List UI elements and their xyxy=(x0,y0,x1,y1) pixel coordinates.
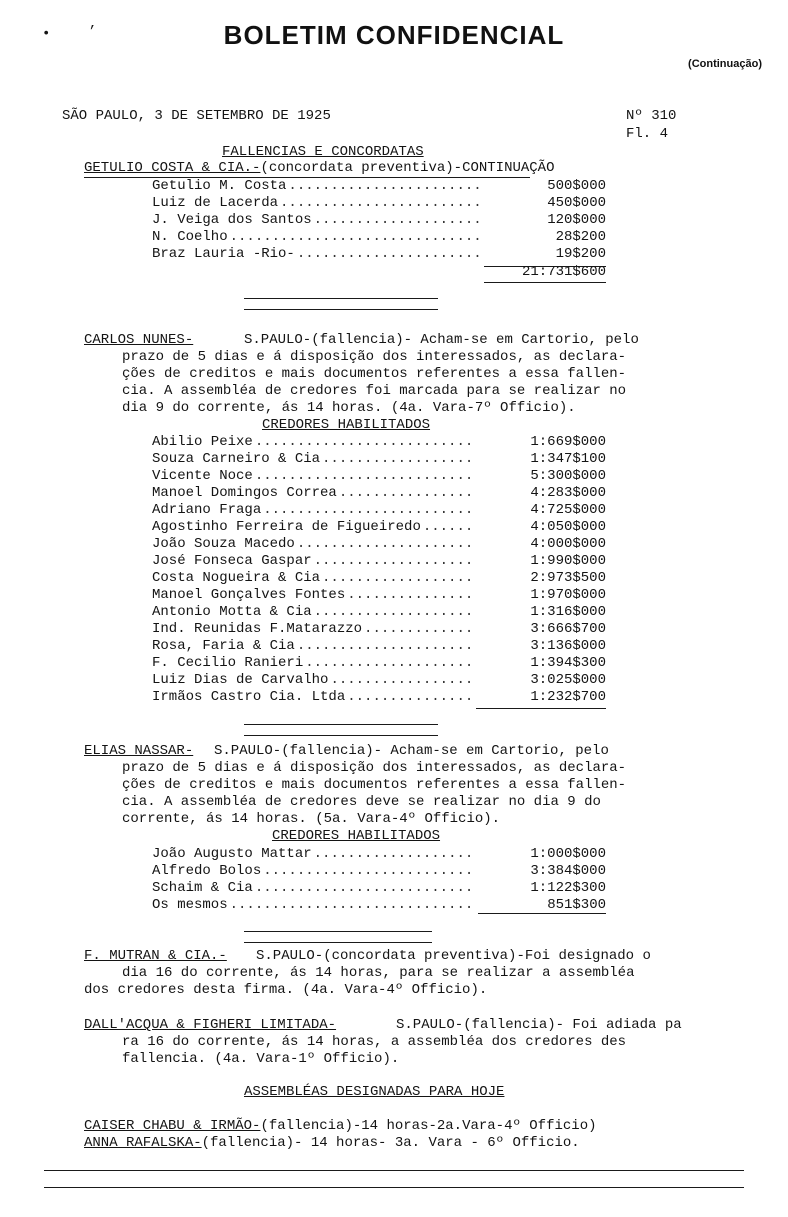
carlos-creditor-name: José Fonseca Gaspar xyxy=(152,553,312,569)
carlos-creditor-amount: 3:136$000 xyxy=(530,638,606,654)
getulio-leader-dots: ........................ xyxy=(280,195,482,211)
carlos-creditor-amount: 4:050$000 xyxy=(530,519,606,535)
elias-text-line: corrente, ás 14 horas. (5a. Vara-4º Officio). xyxy=(122,811,501,827)
carlos-creditor-amount: 1:232$700 xyxy=(530,689,606,705)
carlos-creditor-amount: 1:394$300 xyxy=(530,655,606,671)
getulio-creditor-amount: 120$000 xyxy=(547,212,606,228)
elias-leader-dots: ................... xyxy=(313,846,474,862)
carlos-creditor-name: Ind. Reunidas F.Matarazzo xyxy=(152,621,363,637)
carlos-creditor-name: F. Cecilio Ranieri xyxy=(152,655,304,671)
carlos-text-line: cia. A assembléa de credores foi marcada para se realizar no xyxy=(122,383,627,399)
carlos-leader-dots: ............. xyxy=(364,621,474,637)
getulio-total: 21:731$600 xyxy=(521,264,606,280)
today-item: CAISER CHABU & IRMÃO-(fallencia)-14 horas-2a.Vara-4º Officio) xyxy=(84,1118,597,1134)
footer-rule xyxy=(44,1187,744,1188)
getulio-creditor-name: Luiz de Lacerda xyxy=(152,195,279,211)
separator xyxy=(244,724,438,725)
getulio-total-underline xyxy=(484,282,606,283)
elias-leader-dots: ............................. xyxy=(229,897,474,913)
stray-mark: • xyxy=(42,26,51,42)
getulio-leader-dots: ...................... xyxy=(296,246,482,262)
elias-creditor-name: Schaim & Cia xyxy=(152,880,253,896)
carlos-creditor-amount: 3:666$700 xyxy=(530,621,606,637)
carlos-text-line: dia 9 do corrente, ás 14 horas. (4a. Vara-7º Officio). xyxy=(122,400,576,416)
carlos-creditor-name: Antonio Motta & Cia xyxy=(152,604,312,620)
section-heading: FALLENCIAS E CONCORDATAS xyxy=(222,144,424,160)
elias-creditor-name: Alfredo Bolos xyxy=(152,863,262,879)
carlos-leader-dots: ................. xyxy=(330,672,474,688)
stray-mark: ’ xyxy=(88,24,97,40)
carlos-creditor-amount: 4:283$000 xyxy=(530,485,606,501)
elias-text-line: ções de creditos e mais documentos referentes a essa fallen- xyxy=(122,777,627,793)
mutran-text-line: S.PAULO-(concordata preventiva)-Foi designado o xyxy=(256,948,651,964)
carlos-text-line: S.PAULO-(fallencia)- Acham-se em Cartorio, pelo xyxy=(244,332,639,348)
dallacqua-text-line: S.PAULO-(fallencia)- Foi adiada pa xyxy=(396,1017,682,1033)
carlos-leader-dots: ................ xyxy=(338,485,474,501)
carlos-leader-dots: ................... xyxy=(313,553,474,569)
carlos-creditor-name: Luiz Dias de Carvalho xyxy=(152,672,329,688)
getulio-creditor-name: Braz Lauria -Rio- xyxy=(152,246,295,262)
elias-creditor-amount: 1:000$000 xyxy=(530,846,606,862)
carlos-text-line: prazo de 5 dias e á disposição dos interessados, as declara- xyxy=(122,349,627,365)
page-title: BOLETIM CONFIDENCIAL xyxy=(223,20,565,50)
carlos-leader-dots: ..................... xyxy=(296,638,474,654)
carlos-creditor-name: Abilio Peixe xyxy=(152,434,253,450)
getulio-creditor-amount: 19$200 xyxy=(555,246,606,262)
elias-leader-dots: .......................... xyxy=(254,880,474,896)
carlos-leader-dots: ......................... xyxy=(263,502,474,518)
separator xyxy=(244,931,432,932)
elias-text-line: cia. A assembléa de credores deve se realizar no dia 9 do xyxy=(122,794,601,810)
sheet-number: Fl. 4 xyxy=(626,126,669,142)
elias-text-line: prazo de 5 dias e á disposição dos interessados, as declara- xyxy=(122,760,627,776)
carlos-creditor-amount: 2:973$500 xyxy=(530,570,606,586)
separator xyxy=(244,298,438,299)
carlos-creditor-amount: 1:990$000 xyxy=(530,553,606,569)
getulio-leader-dots: ....................... xyxy=(288,178,482,194)
dateline: SÃO PAULO, 3 DE SETEMBRO DE 1925 xyxy=(62,108,331,124)
elias-creditor-amount: 1:122$300 xyxy=(530,880,606,896)
elias-last-row-underline xyxy=(478,913,606,914)
dallacqua-text-line: ra 16 do corrente, ás 14 horas, a assembléa dos credores des xyxy=(122,1034,627,1050)
carlos-creditor-amount: 3:025$000 xyxy=(530,672,606,688)
carlos-leader-dots: ...... xyxy=(422,519,474,535)
carlos-creditor-name: Rosa, Faria & Cia xyxy=(152,638,295,654)
carlos-leader-dots: .................. xyxy=(322,451,474,467)
carlos-leader-dots: .................... xyxy=(305,655,474,671)
carlos-last-row-underline xyxy=(476,708,606,709)
mutran-text-line: dia 16 do corrente, ás 14 horas, para se realizar a assembléa xyxy=(122,965,635,981)
dallacqua-text-line: fallencia. (4a. Vara-1º Officio). xyxy=(122,1051,400,1067)
getulio-heading: GETULIO COSTA & CIA.-(concordata preventiva)-CONTINUAÇÃO xyxy=(84,160,555,176)
bulletin-number: Nº 310 xyxy=(626,108,677,124)
carlos-creditor-amount: 1:347$100 xyxy=(530,451,606,467)
elias-leader-dots: ......................... xyxy=(263,863,474,879)
separator xyxy=(244,309,438,310)
carlos-creditor-amount: 4:000$000 xyxy=(530,536,606,552)
carlos-title: CARLOS NUNES- xyxy=(84,332,194,348)
getulio-leader-dots: .............................. xyxy=(229,229,482,245)
carlos-creditor-name: Vicente Noce xyxy=(152,468,253,484)
today-heading: ASSEMBLÉAS DESIGNADAS PARA HOJE xyxy=(244,1084,505,1100)
carlos-creditor-name: Manoel Gonçalves Fontes xyxy=(152,587,346,603)
getulio-creditor-amount: 28$200 xyxy=(555,229,606,245)
elias-creditor-name: João Augusto Mattar xyxy=(152,846,312,862)
carlos-text-line: ções de creditos e mais documentos referentes a essa fallen- xyxy=(122,366,627,382)
carlos-creditor-name: Agostinho Ferreira de Figueiredo xyxy=(152,519,421,535)
elias-creditor-amount: 851$300 xyxy=(547,897,606,913)
carlos-creditor-name: Souza Carneiro & Cia xyxy=(152,451,321,467)
dallacqua-title: DALL'ACQUA & FIGHERI LIMITADA- xyxy=(84,1017,337,1033)
elias-text-line: S.PAULO-(fallencia)- Acham-se em Cartorio, pelo xyxy=(214,743,609,759)
carlos-leader-dots: .......................... xyxy=(254,434,474,450)
footer-rule xyxy=(44,1170,744,1171)
carlos-leader-dots: ..................... xyxy=(296,536,474,552)
carlos-creditor-name: Adriano Fraga xyxy=(152,502,262,518)
getulio-creditor-name: Getulio M. Costa xyxy=(152,178,287,194)
elias-creditor-name: Os mesmos xyxy=(152,897,228,913)
carlos-leader-dots: ............... xyxy=(347,689,474,705)
elias-creditor-amount: 3:384$000 xyxy=(530,863,606,879)
continuation-label: (Continuação) xyxy=(688,58,762,70)
carlos-creditor-amount: 5:300$000 xyxy=(530,468,606,484)
carlos-leader-dots: .................. xyxy=(322,570,474,586)
mutran-text-line: dos credores desta firma. (4a. Vara-4º Officio). xyxy=(84,982,488,998)
separator xyxy=(244,942,432,943)
carlos-creditor-amount: 4:725$000 xyxy=(530,502,606,518)
elias-creditors-heading: CREDORES HABILITADOS xyxy=(272,828,441,844)
getulio-leader-dots: .................... xyxy=(313,212,482,228)
getulio-creditor-amount: 500$000 xyxy=(547,178,606,194)
carlos-leader-dots: ................... xyxy=(313,604,474,620)
elias-title: ELIAS NASSAR- xyxy=(84,743,194,759)
carlos-creditor-name: Manoel Domingos Correa xyxy=(152,485,337,501)
carlos-leader-dots: .......................... xyxy=(254,468,474,484)
carlos-creditor-amount: 1:316$000 xyxy=(530,604,606,620)
separator xyxy=(244,735,438,736)
mutran-title: F. MUTRAN & CIA.- xyxy=(84,948,227,964)
today-item: ANNA RAFALSKA-(fallencia)- 14 horas- 3a. Vara - 6º Officio. xyxy=(84,1135,580,1151)
carlos-leader-dots: ............... xyxy=(347,587,474,603)
carlos-creditor-amount: 1:669$000 xyxy=(530,434,606,450)
getulio-creditor-name: J. Veiga dos Santos xyxy=(152,212,312,228)
carlos-creditor-name: Costa Nogueira & Cia xyxy=(152,570,321,586)
getulio-creditor-amount: 450$000 xyxy=(547,195,606,211)
carlos-creditor-name: João Souza Macedo xyxy=(152,536,295,552)
carlos-creditors-heading: CREDORES HABILITADOS xyxy=(262,417,431,433)
getulio-creditor-name: N. Coelho xyxy=(152,229,228,245)
carlos-creditor-amount: 1:970$000 xyxy=(530,587,606,603)
carlos-creditor-name: Irmãos Castro Cia. Ltda xyxy=(152,689,346,705)
